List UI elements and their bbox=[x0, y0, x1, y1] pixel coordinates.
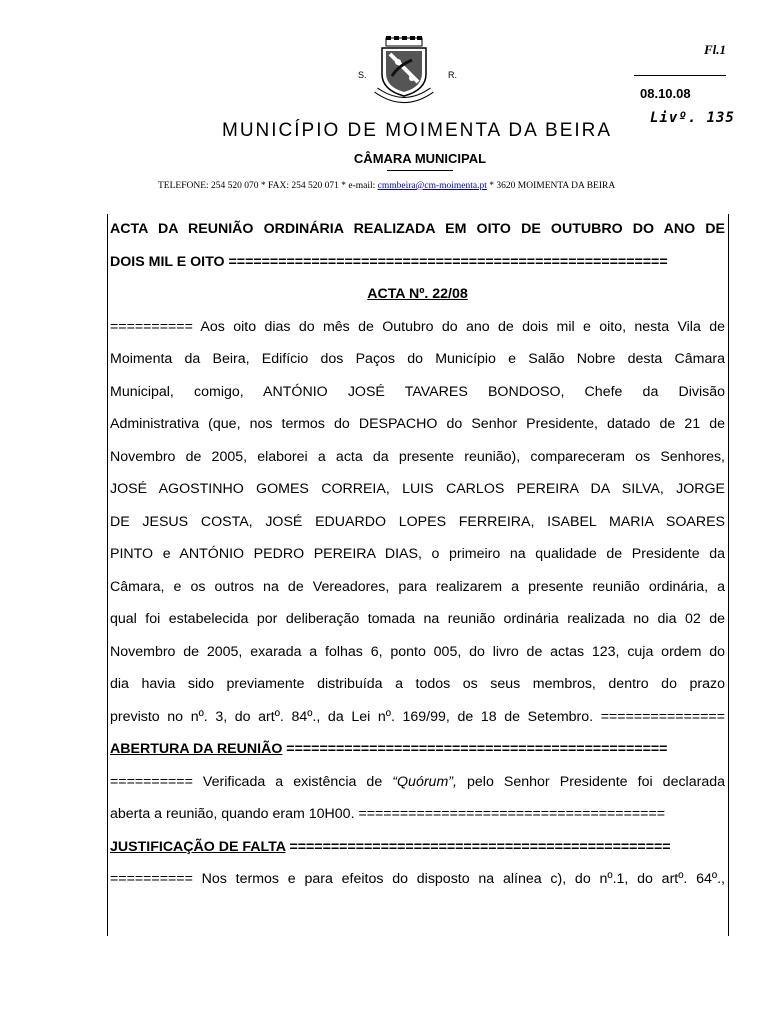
paragraph-line: Administrativa (que, nos termos do DESPACHO do Senhor Presidente, datado de 21 de bbox=[110, 416, 725, 432]
document-title-line-1: ACTA DA REUNIÃO ORDINÁRIA REALIZADA EM OITO DE OUTUBRO DO ANO DE bbox=[110, 221, 725, 237]
municipality-title: MUNICÍPIO DE MOIMENTA DA BEIRA bbox=[222, 120, 613, 141]
paragraph-line: PINTO e ANTÓNIO PEDRO PEREIRA DIAS, o primeiro na qualidade de Presidente da bbox=[110, 546, 725, 562]
book-number: Livº. 135 bbox=[650, 110, 735, 126]
contact-info bbox=[158, 181, 615, 191]
paragraph-line: ========== Aos oito dias do mês de Outubro do ano de dois mil e oito, nesta Vila de bbox=[110, 318, 725, 335]
contact-phone-fax: TELEFONE: 254 520 070 * FAX: 254 520 071 * e-mail: bbox=[158, 181, 378, 191]
folio-number: Fl.1 bbox=[703, 42, 726, 57]
paragraph-line: Novembro de 2005, exarada a folhas 6, ponto 005, do livro de actas 123, cuja ordem do bbox=[110, 643, 725, 660]
council-underline bbox=[387, 170, 453, 171]
paragraph-line: Câmara, e os outros na de Vereadores, para realizarem a presente reunião ordinária, a bbox=[110, 578, 725, 595]
email-link[interactable]: cmmbeira@cm-moimenta.pt bbox=[377, 181, 487, 191]
crest-left-letter: S. bbox=[358, 70, 367, 80]
folio-underline bbox=[634, 75, 726, 76]
paragraph-line: aberta a reunião, quando eram 10H00. ===================================== bbox=[110, 806, 666, 822]
crest-right-letter: R. bbox=[448, 70, 457, 80]
section-heading-justificacao bbox=[110, 833, 725, 866]
section-heading-fill: ============================================== bbox=[285, 838, 671, 855]
paragraph-line: ========== Nos termos e para efeitos do disposto na alínea c), do nº.1, do artº. 64º., bbox=[110, 871, 725, 887]
paragraph-line: Municipal, comigo, ANTÓNIO JOSÉ TAVARES BONDOSO, Chefe da Divisão bbox=[110, 383, 725, 400]
quorum-line-start: ========== Verificada a existência de bbox=[110, 773, 393, 790]
document-title-line-2: DOIS MIL E OITO ===================================================== bbox=[110, 253, 668, 270]
section-heading-fill: ============================================== bbox=[282, 741, 668, 757]
quorum-word: “Quórum”, bbox=[392, 773, 457, 790]
municipal-crest bbox=[368, 36, 440, 106]
minutes-body bbox=[110, 215, 725, 898]
acta-number-line bbox=[110, 280, 725, 313]
paragraph-line: previsto no nº. 3, do artº. 84º., da Lei nº. 169/99, de 18 de Setembro. =============== bbox=[110, 708, 725, 725]
paragraph-line: Novembro de 2005, elaborei a acta da presente reunião), compareceram os Senhores, bbox=[110, 448, 725, 465]
section-heading-abertura bbox=[110, 735, 725, 768]
council-title: CÂMARA MUNICIPAL bbox=[353, 151, 487, 166]
paragraph-line: dia havia sido previamente distribuída a todos os seus membros, dentro do prazo bbox=[110, 676, 725, 692]
paragraph-line: DE JESUS COSTA, JOSÉ EDUARDO LOPES FERREIRA, ISABEL MARIA SOARES bbox=[110, 513, 725, 530]
section-heading-label: ABERTURA DA REUNIÃO bbox=[110, 741, 283, 757]
paragraph-line: Moimenta da Beira, Edifício dos Paços do Município e Salão Nobre desta Câmara bbox=[110, 351, 725, 367]
acta-number: ACTA Nº. 22/08 bbox=[367, 286, 468, 302]
quorum-line-end: pelo Senhor Presidente foi declarada bbox=[456, 773, 725, 790]
document-date: 08.10.08 bbox=[640, 86, 691, 101]
paragraph-line: JOSÉ AGOSTINHO GOMES CORREIA, LUIS CARLOS PEREIRA DA SILVA, JORGE bbox=[110, 481, 725, 497]
paragraph-line bbox=[110, 768, 725, 801]
contact-address: * 3620 MOIMENTA DA BEIRA bbox=[486, 181, 616, 191]
section-heading-label: JUSTIFICAÇÃO DE FALTA bbox=[110, 838, 286, 855]
paragraph-line: qual foi estabelecida por deliberação tomada na reunião ordinária realizada no dia 02 de bbox=[110, 611, 725, 627]
